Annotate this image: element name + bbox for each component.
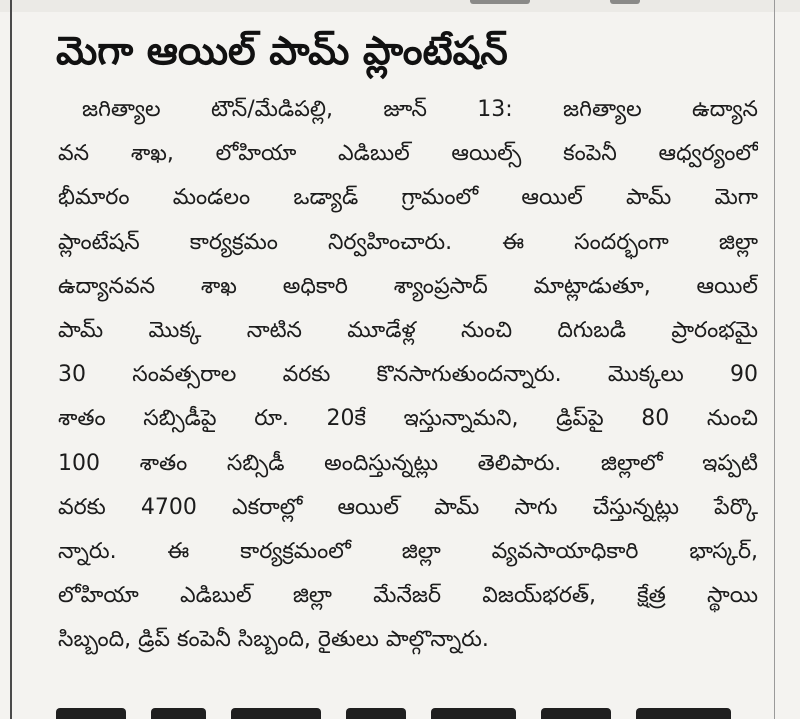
previous-article-fragment	[0, 0, 800, 12]
previous-article-text-fragment	[610, 0, 640, 4]
article-line: 30 సంవత్సరాల వరకు కొనసాగుతుందన్నారు. మొక్కలు 90	[58, 362, 758, 388]
article-line: 100 శాతం సబ్సిడీ అందిస్తున్నట్లు తెలిపారు. జిల్లాలో ఇప్పటి	[58, 450, 758, 476]
next-headline-glyph-fragment	[636, 708, 731, 719]
article-line: ఉద్యానవన శాఖ అధికారి శ్యాంప్రసాద్ మాట్లాడుతూ, ఆయిల్	[58, 273, 758, 299]
article-line: భీమారం మండలం ఒడ్యాడ్ గ్రామంలో ఆయిల్ పామ్ మెగా	[58, 185, 758, 211]
next-headline-glyph-fragment	[56, 708, 126, 719]
next-headline-glyph-fragment	[346, 708, 406, 719]
article-line: పామ్ మొక్క నాటిన మూడేళ్ల నుంచి దిగుబడి ప్రారంభమై	[58, 317, 758, 343]
next-headline-glyph-fragment	[541, 708, 611, 719]
article-line: సిబ్బంది, డ్రిప్ కంపెనీ సిబ్బంది, రైతులు పాల్గొన్నారు.	[58, 627, 489, 653]
article-line: ప్లాంటేషన్ కార్యక్రమం నిర్వహించారు. ఈ సందర్భంగా జిల్లా	[58, 229, 758, 255]
article-line: న్నారు. ఈ కార్యక్రమంలో జిల్లా వ్యవసాయాధికారి భాస్కర్,	[58, 538, 758, 564]
next-headline-glyph-fragment	[151, 708, 206, 719]
article-line: జగిత్యాల టౌన్/మేడిపల్లి, జూన్ 13: జగిత్యాల ఉద్యాన	[82, 97, 758, 122]
article-headline: మెగా ఆయిల్ పామ్ ప్లాంటేషన్	[56, 29, 508, 74]
article-line: వరకు 4700 ఎకరాల్లో ఆయిల్ పామ్ సాగు చేస్తున్నట్లు పేర్కొ	[58, 494, 758, 520]
next-article-headline-fragment	[56, 700, 746, 719]
article-line: లోహియా ఎడిబుల్ జిల్లా మేనేజర్ విజయ్‌భరత్, క్షేత్ర స్థాయి	[58, 583, 758, 609]
article-line: వన శాఖ, లోహియా ఎడిబుల్ ఆయిల్స్ కంపెనీ ఆధ్వర్యంలో	[58, 141, 758, 167]
article-line: శాతం సబ్సిడీపై రూ. 20కే ఇస్తున్నామని, డ్రిప్‌పై 80 నుంచి	[58, 406, 758, 432]
previous-article-text-fragment	[470, 0, 530, 4]
next-headline-glyph-fragment	[431, 708, 516, 719]
column-rule-left	[10, 0, 12, 719]
column-rule-right	[774, 0, 775, 719]
article-body	[58, 88, 758, 662]
next-headline-glyph-fragment	[231, 708, 321, 719]
